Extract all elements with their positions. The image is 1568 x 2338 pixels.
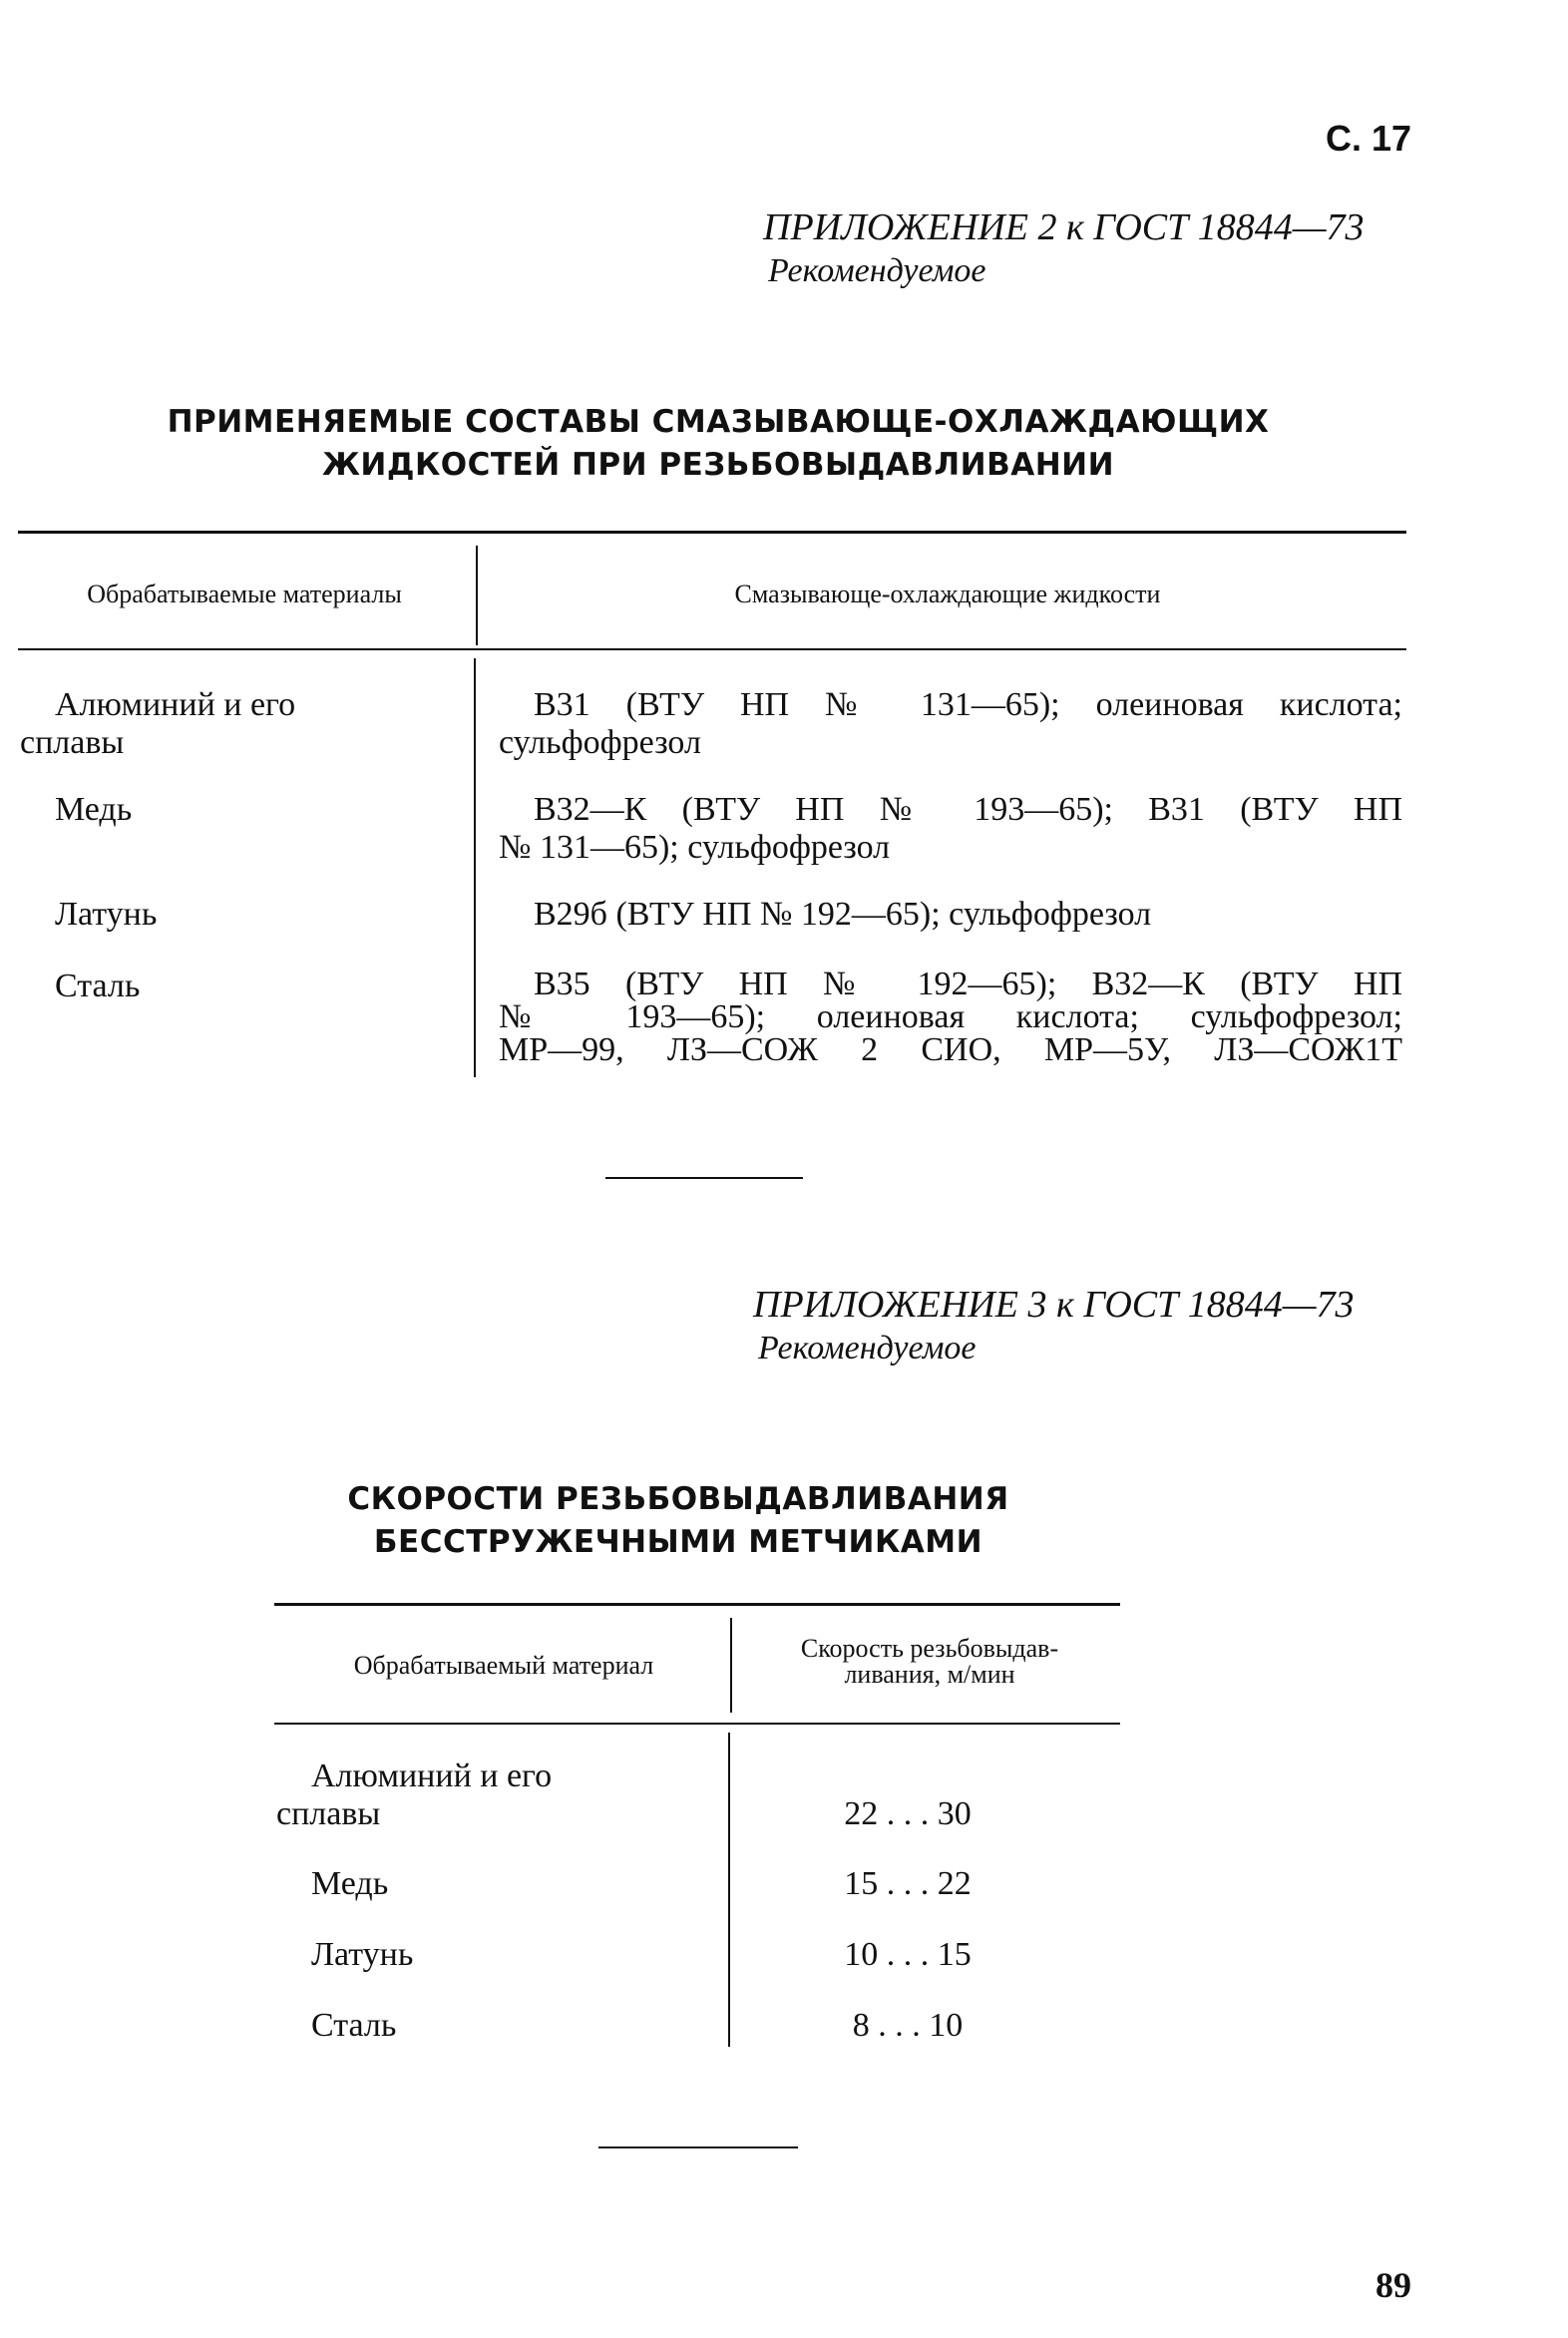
material-line: Латунь <box>55 896 158 933</box>
appendix-2-title-line-2: ЖИДКОСТЕЙ ПРИ РЕЗЬБОВЫДАВЛИВАНИИ <box>321 447 1115 483</box>
appendix-2-title <box>60 401 1376 487</box>
table-1-row-2-material <box>20 791 449 829</box>
table-2-row-1-material <box>276 1757 705 1833</box>
material-line: Латунь <box>311 1936 414 1973</box>
table-1-row-1-material <box>20 686 449 762</box>
material-line: Сталь <box>55 968 141 1004</box>
fluids-line: В35 (ВТУ НП № 192—65); В32—К (ВТУ НП <box>534 966 1402 1002</box>
table-2-row-4-material <box>276 2007 705 2045</box>
table-2-header-rule <box>274 1723 1120 1725</box>
table-1-row-3-fluids <box>499 896 1402 934</box>
page-number: 89 <box>1375 2265 1411 2305</box>
table-1-row-4-material <box>20 968 449 1005</box>
section-separator-1 <box>605 1177 803 1179</box>
table-1-header-materials: Обрабатываемые материалы <box>87 580 402 608</box>
table-1-header-rule <box>18 648 1406 650</box>
table-1-header-divider <box>476 546 478 645</box>
appendix-2-title-line-1: ПРИМЕНЯЕМЫЕ СОСТАВЫ СМАЗЫВАЮЩЕ-ОХЛАЖДАЮЩИХ <box>167 404 1270 440</box>
table-1-header-fluids: Смазывающе-охлаждающие жидкости <box>734 580 1161 608</box>
appendix-3-title <box>279 1478 1077 1564</box>
header-line: Скорость резьбовыдав- <box>800 1634 1059 1663</box>
material-line: сплавы <box>20 724 125 761</box>
table-2-top-rule <box>274 1603 1120 1606</box>
table-2-column-divider <box>728 1733 730 2047</box>
table-2-row-4-speed: 8 . . . 10 <box>852 2007 964 2044</box>
table-1-row-2-fluids <box>499 791 1402 867</box>
appendix-3-heading: ПРИЛОЖЕНИЕ 3 к ГОСТ 18844—73 <box>753 1284 1355 1326</box>
fluids-line: В29б (ВТУ НП № 192—65); сульфофрезол <box>534 896 1152 933</box>
appendix-3-title-line-2: БЕССТРУЖЕЧНЫМИ МЕТЧИКАМИ <box>373 1524 983 1560</box>
material-line: Алюминий и его <box>55 686 296 723</box>
fluids-line: В31 (ВТУ НП № 131—65); олеиновая кислота; <box>534 686 1402 723</box>
page-header: С. 17 <box>1325 118 1411 159</box>
section-separator-2 <box>598 2146 798 2148</box>
header-line: ливания, м/мин <box>844 1660 1015 1689</box>
appendix-3-status: Рекомендуемое <box>758 1330 977 1366</box>
table-2-header-material: Обрабатываемый материал <box>353 1651 654 1680</box>
fluids-line: МР—99, ЛЗ—СОЖ 2 СИО, МР—5У, ЛЗ—СОЖ1Т <box>499 1031 1402 1068</box>
table-2-row-3-material <box>276 1936 705 1974</box>
material-line: сплавы <box>276 1795 381 1832</box>
material-line: Сталь <box>311 2007 397 2044</box>
table-2-row-3-speed: 10 . . . 15 <box>844 1936 972 1973</box>
appendix-3-title-line-1: СКОРОСТИ РЕЗЬБОВЫДАВЛИВАНИЯ <box>347 1481 1009 1517</box>
material-line: Медь <box>311 1865 389 1902</box>
table-2-row-1-speed: 22 . . . 30 <box>844 1795 972 1832</box>
fluids-line: сульфофрезол <box>499 724 701 761</box>
fluids-line: В32—К (ВТУ НП № 193—65); В31 (ВТУ НП <box>534 791 1402 828</box>
material-line: Алюминий и его <box>311 1757 553 1794</box>
table-2-header-divider <box>730 1618 732 1713</box>
table-2-row-2-material <box>276 1865 705 1903</box>
table-1-row-4-fluids <box>499 968 1402 1066</box>
fluids-line: № 131—65); сульфофрезол <box>499 829 891 866</box>
material-line: Медь <box>55 791 133 828</box>
table-1-column-divider <box>474 658 476 1077</box>
table-2-header-speed <box>740 1636 1119 1688</box>
table-1-top-rule <box>18 531 1406 534</box>
table-2-row-2-speed: 15 . . . 22 <box>844 1865 972 1902</box>
table-1-row-3-material <box>20 896 449 934</box>
fluids-line: № 193—65); олеиновая кислота; сульфофрезол; <box>499 998 1402 1035</box>
appendix-2-status: Рекомендуемое <box>768 252 986 289</box>
table-1-row-1-fluids <box>499 686 1402 762</box>
appendix-2-heading: ПРИЛОЖЕНИЕ 2 к ГОСТ 18844—73 <box>763 206 1365 248</box>
